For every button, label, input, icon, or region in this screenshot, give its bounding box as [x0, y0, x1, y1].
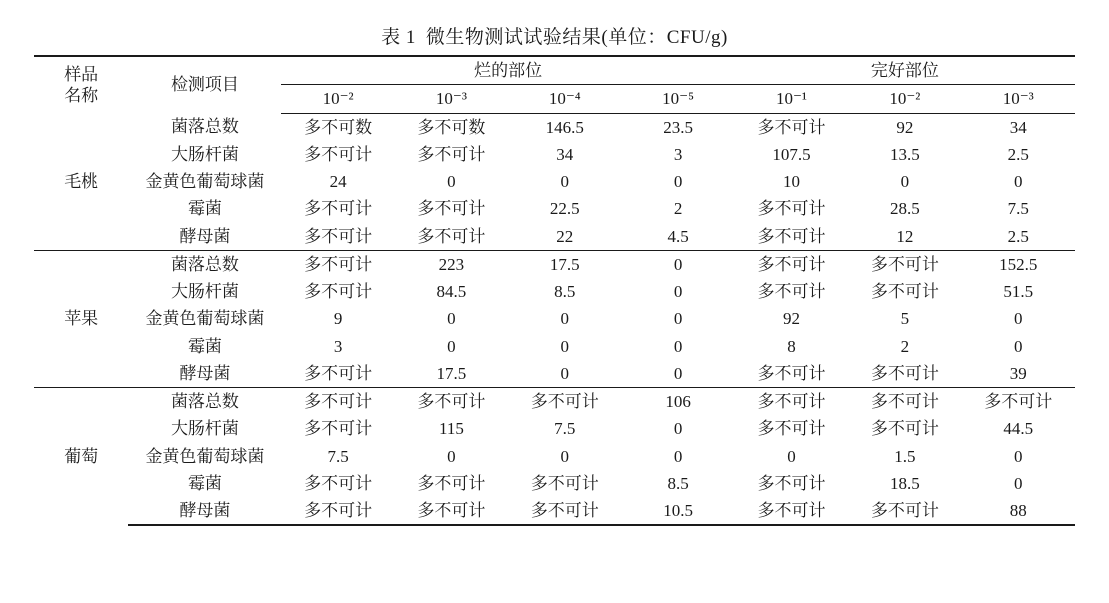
result-value-cell: 0 — [673, 446, 683, 466]
result-value-cell: 34 — [556, 144, 574, 164]
result-value-cell: 多不可计 — [304, 226, 373, 246]
result-value-cell: 多不可计 — [304, 419, 373, 439]
result-value-cell: 39 — [1009, 363, 1027, 383]
result-value-cell: 多不可计 — [508, 388, 621, 416]
table-row — [34, 415, 1075, 442]
result-value-cell: 84.5 — [436, 282, 467, 301]
result-value-cell: 88 — [962, 497, 1076, 525]
result-value-cell: 2.5 — [1007, 226, 1029, 246]
result-value-cell: 10 — [783, 172, 800, 191]
result-value-cell: 0 — [673, 172, 683, 191]
test-item-cell: 菌落总数 — [170, 117, 239, 137]
header-dilution-intact-1: 10⁻¹ — [735, 85, 848, 113]
header-dilution-intact-3: 10⁻³ — [962, 85, 1076, 113]
result-value-cell: 多不可计 — [395, 497, 508, 525]
result-value-cell: 146.5 — [545, 117, 584, 137]
result-value-cell: 多不可计 — [735, 388, 848, 416]
result-value-cell: 0 — [447, 446, 456, 466]
result-value-cell: 9 — [333, 309, 343, 329]
result-value-cell: 多不可计 — [962, 388, 1076, 416]
table-caption-label: 表 1 — [381, 27, 416, 48]
result-value-cell: 92 — [783, 309, 800, 329]
result-value-cell: 多不可计 — [417, 199, 486, 219]
table-row — [34, 360, 1075, 388]
result-value-cell: 多不可计 — [281, 388, 394, 416]
result-value-cell: 23.5 — [663, 117, 693, 137]
header-dilution-rotten-4: 10⁻⁵ — [621, 85, 734, 113]
table-row — [34, 195, 1075, 222]
result-value-cell: 0 — [1014, 172, 1023, 191]
table-header-row-groups — [34, 56, 1075, 85]
result-value-cell: 0 — [673, 336, 683, 356]
result-value-cell: 0 — [560, 172, 570, 191]
test-item-cell: 酵母菌 — [128, 497, 281, 525]
table-caption-title: 微生物测试试验结果(单位：CFU/g) — [425, 27, 728, 48]
result-value-cell: 34 — [1009, 117, 1027, 137]
result-value-cell: 106 — [621, 388, 734, 416]
test-item-cell: 菌落总数 — [128, 250, 281, 278]
result-value-cell: 0 — [1014, 336, 1023, 356]
result-value-cell: 多不可计 — [304, 144, 373, 164]
header-sample-name: 样品 名称 — [34, 56, 128, 113]
result-value-cell: 0 — [673, 419, 683, 439]
result-value-cell: 12 — [896, 226, 914, 246]
result-value-cell: 17.5 — [436, 363, 467, 383]
table-row — [34, 305, 1075, 332]
result-value-cell: 24 — [329, 172, 347, 191]
result-value-cell: 多不可计 — [757, 473, 826, 493]
test-item-cell: 菌落总数 — [128, 388, 281, 416]
result-value-cell: 多不可计 — [281, 250, 394, 278]
result-value-cell: 多不可计 — [417, 144, 486, 164]
table-row — [34, 168, 1075, 195]
result-value-cell: 0 — [1014, 446, 1023, 466]
result-value-cell: 多不可计 — [417, 226, 486, 246]
result-value-cell: 多不可计 — [281, 497, 394, 525]
result-value-cell: 28.5 — [889, 199, 920, 219]
result-value-cell: 18.5 — [889, 473, 920, 493]
result-value-cell: 多不可计 — [848, 250, 961, 278]
result-value-cell: 8.5 — [667, 473, 689, 493]
header-dilution-rotten-1: 10⁻² — [281, 85, 394, 113]
result-value-cell: 92 — [896, 117, 914, 137]
result-value-cell: 3 — [673, 144, 683, 164]
result-value-cell: 多不可计 — [508, 497, 621, 525]
test-item-cell: 金黄色葡萄球菌 — [145, 172, 265, 191]
result-value-cell: 2.5 — [1007, 144, 1029, 164]
result-value-cell: 0 — [560, 363, 570, 383]
result-value-cell: 2 — [673, 199, 683, 219]
table-row — [34, 223, 1075, 251]
table-row — [34, 141, 1075, 168]
table-row — [34, 388, 1075, 416]
result-value-cell: 多不可数 — [417, 117, 486, 137]
result-value-cell: 0 — [900, 172, 910, 191]
result-value-cell: 多不可计 — [735, 250, 848, 278]
table-row — [34, 250, 1075, 278]
result-value-cell: 多不可计 — [395, 388, 508, 416]
result-value-cell: 17.5 — [508, 250, 621, 278]
result-value-cell: 多不可计 — [870, 363, 939, 383]
result-value-cell: 22.5 — [549, 199, 580, 219]
result-value-cell: 4.5 — [667, 226, 689, 246]
table-row — [34, 470, 1075, 497]
header-group-rotten: 烂的部位 — [281, 56, 734, 85]
result-value-cell: 多不可计 — [757, 363, 826, 383]
table-row — [34, 443, 1075, 470]
result-value-cell: 7.5 — [554, 419, 576, 439]
result-value-cell: 多不可计 — [735, 497, 848, 525]
result-value-cell: 0 — [560, 446, 570, 466]
result-value-cell: 44.5 — [1003, 419, 1034, 439]
result-value-cell: 223 — [395, 250, 508, 278]
result-value-cell: 多不可计 — [304, 199, 373, 219]
result-value-cell: 0 — [673, 309, 683, 329]
result-value-cell: 0 — [447, 309, 456, 329]
header-group-intact: 完好部位 — [735, 56, 1075, 85]
header-test-item: 检测项目 — [128, 56, 281, 113]
table-row — [34, 333, 1075, 360]
result-value-cell: 152.5 — [962, 250, 1076, 278]
result-value-cell: 多不可计 — [757, 282, 826, 301]
result-value-cell: 0 — [1014, 473, 1023, 493]
sample-name-cell: 毛桃 — [64, 171, 99, 191]
result-value-cell: 多不可计 — [304, 473, 373, 493]
result-value-cell: 多不可计 — [757, 226, 826, 246]
table-row — [34, 278, 1075, 305]
result-value-cell: 2 — [900, 336, 910, 356]
result-value-cell: 13.5 — [889, 144, 920, 164]
result-value-cell: 0 — [560, 336, 570, 356]
result-value-cell: 多不可计 — [757, 199, 826, 219]
test-item-cell: 大肠杆菌 — [170, 144, 239, 164]
result-value-cell: 7.5 — [327, 446, 349, 466]
result-value-cell: 多不可计 — [870, 419, 939, 439]
result-value-cell: 0 — [560, 309, 570, 329]
test-item-cell: 酵母菌 — [179, 226, 231, 246]
result-value-cell: 多不可计 — [870, 282, 939, 301]
result-value-cell: 0 — [447, 336, 456, 356]
test-item-cell: 金黄色葡萄球菌 — [145, 446, 265, 466]
test-item-cell: 酵母菌 — [179, 363, 231, 383]
result-value-cell: 22 — [556, 226, 574, 246]
result-value-cell: 多不可计 — [530, 473, 599, 493]
table-row — [34, 497, 1075, 525]
result-value-cell: 1.5 — [894, 446, 916, 466]
result-value-cell: 51.5 — [1003, 282, 1034, 301]
result-value-cell: 多不可计 — [304, 363, 373, 383]
table-row — [34, 113, 1075, 141]
result-value-cell: 115 — [438, 419, 464, 439]
result-value-cell: 5 — [900, 309, 910, 329]
result-value-cell: 多不可计 — [848, 388, 961, 416]
result-value-cell: 多不可计 — [757, 419, 826, 439]
test-item-cell: 霉菌 — [187, 199, 222, 219]
test-item-cell: 金黄色葡萄球菌 — [145, 309, 265, 329]
sample-name-cell: 苹果 — [34, 250, 128, 387]
result-value-cell: 多不可计 — [757, 117, 826, 137]
result-value-cell: 0 — [787, 446, 796, 466]
result-value-cell: 107.5 — [772, 144, 811, 164]
microbiology-results-table — [34, 55, 1075, 526]
top-spacer — [34, 0, 1075, 18]
result-value-cell: 8 — [787, 336, 796, 356]
header-dilution-intact-2: 10⁻² — [848, 85, 961, 113]
table-caption — [34, 18, 1075, 55]
result-value-cell: 0 — [621, 250, 734, 278]
result-value-cell: 多不可数 — [304, 117, 373, 137]
sample-name-cell: 葡萄 — [34, 388, 128, 526]
test-item-cell: 霉菌 — [187, 336, 222, 356]
result-value-cell: 7.5 — [1007, 199, 1029, 219]
result-value-cell: 多不可计 — [417, 473, 486, 493]
header-dilution-rotten-2: 10⁻³ — [395, 85, 508, 113]
result-value-cell: 0 — [447, 172, 456, 191]
result-value-cell: 多不可计 — [304, 282, 373, 301]
test-item-cell: 大肠杆菌 — [170, 282, 239, 301]
test-item-cell: 大肠杆菌 — [170, 419, 239, 439]
result-value-cell: 10.5 — [621, 497, 734, 525]
result-value-cell: 多不可计 — [848, 497, 961, 525]
result-value-cell: 0 — [673, 363, 683, 383]
test-item-cell: 霉菌 — [187, 473, 222, 493]
result-value-cell: 8.5 — [554, 282, 576, 301]
result-value-cell: 0 — [673, 282, 683, 301]
result-value-cell: 3 — [333, 336, 343, 356]
result-value-cell: 0 — [1014, 309, 1023, 329]
header-dilution-rotten-3: 10⁻⁴ — [508, 85, 621, 113]
